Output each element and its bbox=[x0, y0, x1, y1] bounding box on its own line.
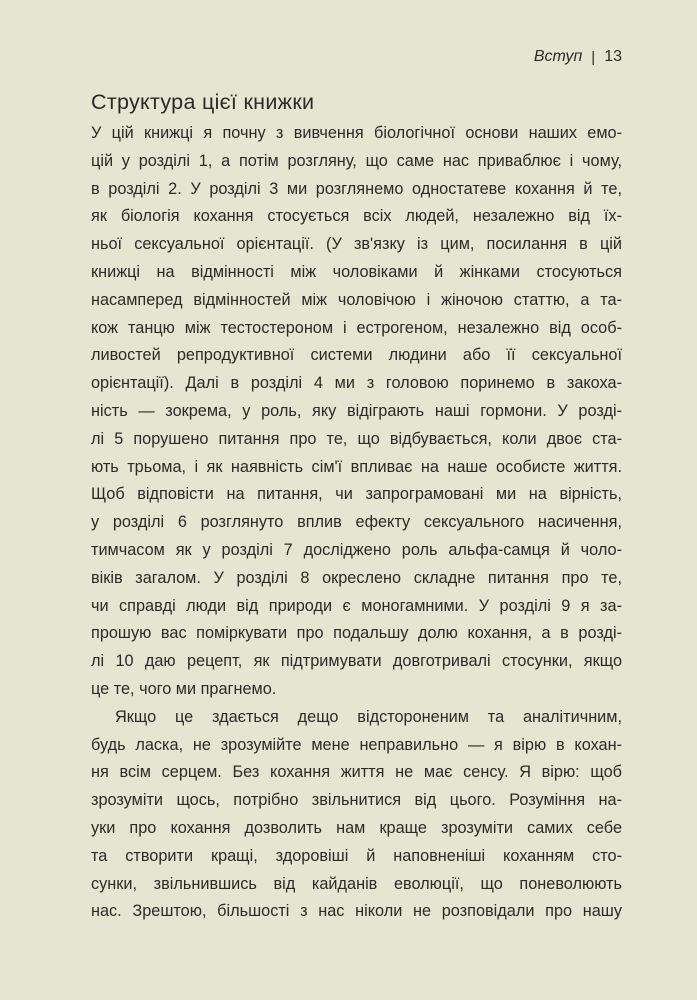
text-line: ність — зокрема, у роль, яку відіграють наші гормони. У розді- bbox=[91, 401, 622, 420]
text-line: кож танцю між тестостероном і естрогеном, незалежно від особ- bbox=[91, 318, 622, 337]
text-line: орієнтації). Далі в розділі 4 ми з головою поринемо в закоха- bbox=[91, 374, 622, 393]
text-line: ня всім серцем. Без кохання життя не має сенсу. Я вірю: щоб bbox=[91, 763, 622, 782]
paragraph-2 bbox=[91, 704, 622, 926]
text-line: віків загалом. У розділі 8 окреслено складне питання про те, bbox=[91, 568, 622, 587]
page-number: 13 bbox=[604, 48, 622, 65]
text-line: тимчасом як у розділі 7 досліджено роль альфа-самця й чоло- bbox=[91, 540, 622, 559]
text-line: книжці на відмінності між чоловіками й жінками стосуються bbox=[91, 262, 622, 281]
text-line: нас. Зрештою, більшості з нас ніколи не розповідали про нашу bbox=[91, 902, 622, 921]
header-separator: | bbox=[591, 48, 596, 66]
text-line: У цій книжці я почну з вивчення біологічної основи наших емо- bbox=[91, 124, 622, 142]
text-line: лі 5 порушено питання про те, що відбувається, коли двоє ста- bbox=[91, 429, 622, 448]
text-line: уки про кохання дозволить нам краще зрозуміти самих себе bbox=[91, 818, 622, 837]
text-line: як біологія кохання стосується всіх людей, незалежно від їх- bbox=[91, 207, 622, 226]
text-line: зрозуміти щось, потрібно звільнитися від цього. Розуміння на- bbox=[91, 791, 622, 810]
text-line: лі 10 даю рецепт, як підтримувати довготривалі стосунки, якщо bbox=[91, 652, 622, 671]
body-text bbox=[91, 120, 622, 926]
section-title: Структура цієї книжки bbox=[91, 90, 315, 114]
paragraph-1 bbox=[91, 120, 622, 704]
running-header bbox=[534, 48, 622, 66]
text-line: сунки, звільнившись від кайданів еволюції, що поневолюють bbox=[91, 874, 622, 893]
section-name: Вступ bbox=[533, 48, 583, 65]
text-line: в розділі 2. У розділі 3 ми розглянемо одностатеве кохання й те, bbox=[91, 179, 622, 198]
text-line: будь ласка, не зрозумійте мене неправильно — я вірю в кохан- bbox=[91, 735, 622, 754]
text-line: чи справді люди від природи є моногамними. У розділі 9 я за- bbox=[91, 596, 622, 615]
text-line: це те, чого ми прагнемо. bbox=[91, 679, 277, 698]
text-line: Щоб відповісти на питання, чи запрограмовані ми на вірність, bbox=[91, 485, 622, 504]
text-line: ньої сексуальної орієнтації. (У зв'язку із цим, посилання в цій bbox=[91, 235, 622, 254]
text-line: Якщо це здається дещо відстороненим та аналітичним, bbox=[115, 707, 622, 726]
text-line: ливостей репродуктивної системи людини або її сексуальної bbox=[91, 346, 622, 365]
text-line: у розділі 6 розглянуто вплив ефекту сексуального насичення, bbox=[91, 513, 622, 532]
text-line: ють трьома, і як наявність сім'ї впливає на наше особисте життя. bbox=[91, 457, 622, 476]
text-line: та створити кращі, здоровіші й наповненіші коханням сто- bbox=[91, 846, 622, 865]
text-line: прошую вас поміркувати про подальшу долю кохання, а в розді- bbox=[91, 624, 622, 643]
text-line: насамперед відмінностей між чоловічою і жіночою статтю, а та- bbox=[91, 290, 622, 309]
text-line: цій у розділі 1, а потім розгляну, що саме нас приваблює і чому, bbox=[91, 151, 622, 170]
